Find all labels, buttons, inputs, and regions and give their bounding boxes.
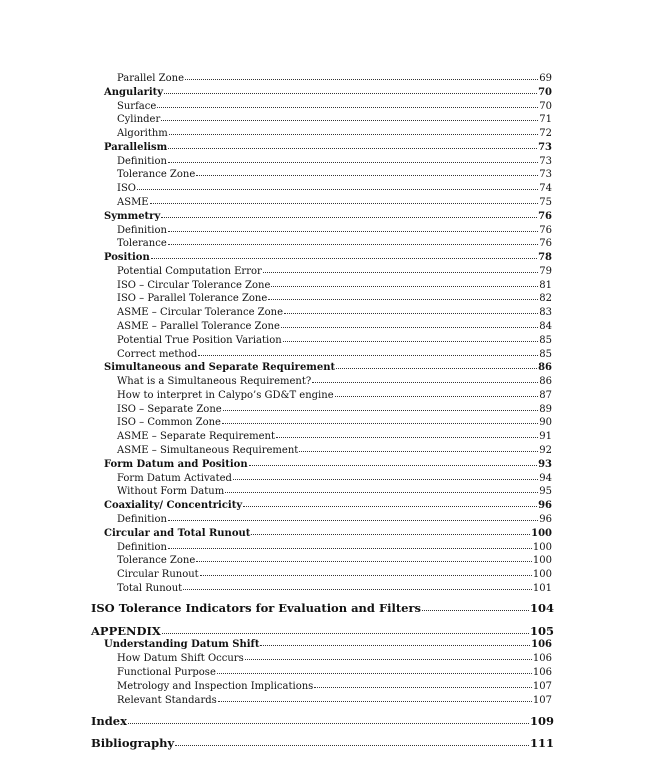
toc-entry[interactable] bbox=[104, 638, 552, 651]
dot-leader bbox=[169, 132, 539, 135]
dot-leader bbox=[312, 380, 538, 383]
toc-entry-title: ASME – Simultaneous Requirement bbox=[117, 445, 299, 456]
toc-entry-title: Tolerance Zone bbox=[117, 169, 196, 180]
toc-entry[interactable] bbox=[104, 499, 552, 512]
toc-entry[interactable] bbox=[117, 554, 552, 567]
toc-entry-page-number: 76 bbox=[539, 238, 552, 249]
toc-entry-page-number: 107 bbox=[532, 695, 552, 706]
toc-entry-title: Circular Runout bbox=[117, 569, 199, 580]
toc-entry-title: Understanding Datum Shift bbox=[104, 639, 260, 650]
toc-entry[interactable] bbox=[117, 292, 552, 305]
toc-entry-page-number: 107 bbox=[532, 681, 552, 692]
toc-entry[interactable] bbox=[117, 100, 552, 113]
dot-leader bbox=[164, 91, 537, 94]
toc-entry-title: Parallel Zone bbox=[117, 73, 185, 84]
dot-leader bbox=[245, 657, 532, 660]
dot-leader bbox=[249, 463, 537, 466]
toc-entry[interactable] bbox=[117, 375, 552, 388]
toc-entry-title: Surface bbox=[117, 101, 157, 112]
toc-entry-title: ASME bbox=[117, 197, 149, 208]
toc-entry-title: Cylinder bbox=[117, 114, 161, 125]
dot-leader bbox=[276, 435, 538, 438]
toc-entry-page-number: 70 bbox=[539, 101, 552, 112]
dot-leader bbox=[185, 77, 538, 80]
toc-entry-page-number: 69 bbox=[539, 73, 552, 84]
dot-leader bbox=[168, 229, 538, 232]
toc-entry-page-number: 81 bbox=[539, 280, 552, 291]
toc-entry-page-number: 93 bbox=[538, 459, 552, 470]
toc-entry-title: What is a Simultaneous Requirement? bbox=[117, 376, 312, 387]
dot-leader bbox=[281, 325, 538, 328]
toc-entry-title: ASME – Circular Tolerance Zone bbox=[117, 307, 283, 318]
toc-entry-title: Functional Purpose bbox=[117, 667, 216, 678]
toc-entry[interactable] bbox=[117, 430, 552, 443]
toc-entry[interactable] bbox=[117, 196, 552, 209]
dot-leader bbox=[233, 477, 538, 480]
dot-leader bbox=[200, 573, 532, 576]
dot-leader bbox=[168, 242, 539, 245]
dot-leader bbox=[137, 187, 538, 190]
dot-leader bbox=[243, 504, 537, 507]
toc-entry-page-number: 106 bbox=[532, 667, 552, 678]
toc-entry-title: ASME – Parallel Tolerance Zone bbox=[117, 321, 280, 332]
toc-entry-page-number: 96 bbox=[538, 500, 552, 511]
dot-leader bbox=[168, 160, 538, 163]
toc-entry[interactable] bbox=[117, 416, 552, 429]
toc-entry-page-number: 109 bbox=[529, 714, 554, 728]
toc-entry-title: Parallelism bbox=[104, 142, 168, 153]
toc-entry-page-number: 89 bbox=[539, 404, 552, 415]
dot-leader bbox=[225, 490, 538, 493]
toc-entry-title: APPENDIX bbox=[91, 624, 161, 638]
toc-entry[interactable] bbox=[117, 168, 552, 181]
toc-entry[interactable] bbox=[117, 237, 552, 250]
toc-entry-page-number: 72 bbox=[539, 128, 552, 139]
dot-leader bbox=[299, 449, 538, 452]
toc-entry-page-number: 90 bbox=[539, 417, 552, 428]
toc-entry-page-number: 70 bbox=[538, 87, 552, 98]
dot-leader bbox=[263, 270, 538, 273]
toc-entry-page-number: 106 bbox=[531, 639, 552, 650]
toc-entry[interactable] bbox=[117, 694, 552, 707]
dot-leader bbox=[251, 532, 530, 535]
toc-entry[interactable] bbox=[91, 624, 554, 639]
toc-entry-title: Circular and Total Runout bbox=[104, 528, 251, 539]
toc-entry[interactable] bbox=[117, 444, 552, 457]
toc-entry-page-number: 92 bbox=[539, 445, 552, 456]
dot-leader bbox=[151, 256, 537, 259]
toc-entry[interactable] bbox=[117, 155, 552, 168]
toc-entry[interactable] bbox=[117, 582, 552, 595]
toc-entry-page-number: 104 bbox=[529, 601, 554, 615]
toc-entry[interactable] bbox=[117, 348, 552, 361]
toc-entry-title: Definition bbox=[117, 542, 167, 553]
toc-entry-title: Bibliography bbox=[91, 736, 175, 750]
toc-entry-title: Tolerance Zone bbox=[117, 555, 196, 566]
toc-entry-title: Correct method bbox=[117, 349, 198, 360]
toc-entry-page-number: 100 bbox=[532, 542, 552, 553]
toc-entry[interactable] bbox=[117, 472, 552, 485]
toc-entry[interactable] bbox=[117, 334, 552, 347]
toc-entry-page-number: 84 bbox=[539, 321, 552, 332]
toc-entry[interactable] bbox=[104, 458, 552, 471]
toc-entry-title: Form Datum Activated bbox=[117, 473, 232, 484]
toc-entry[interactable] bbox=[117, 306, 552, 319]
toc-entry-title: Definition bbox=[117, 514, 167, 525]
toc-entry-page-number: 73 bbox=[538, 142, 552, 153]
toc-entry-title: Definition bbox=[117, 156, 167, 167]
toc-entry-page-number: 83 bbox=[539, 307, 552, 318]
toc-entry-title: ISO Tolerance Indicators for Evaluation and Filters bbox=[91, 601, 422, 615]
toc-entry[interactable] bbox=[104, 141, 552, 154]
toc-entry-title: Simultaneous and Separate Requirement bbox=[104, 362, 336, 373]
toc-entry-page-number: 85 bbox=[539, 335, 552, 346]
toc-entry[interactable] bbox=[117, 72, 552, 85]
dot-leader bbox=[183, 587, 532, 590]
toc-entry-page-number: 85 bbox=[539, 349, 552, 360]
toc-entry-page-number: 71 bbox=[539, 114, 552, 125]
toc-entry-page-number: 111 bbox=[529, 736, 554, 750]
toc-entry-page-number: 73 bbox=[539, 169, 552, 180]
toc-entry[interactable] bbox=[117, 513, 552, 526]
dot-leader bbox=[162, 631, 529, 634]
dot-leader bbox=[168, 546, 532, 549]
toc-entry[interactable] bbox=[117, 403, 552, 416]
toc-entry-title: ISO – Separate Zone bbox=[117, 404, 222, 415]
toc-entry-title: Total Runout bbox=[117, 583, 183, 594]
dot-leader bbox=[336, 366, 537, 369]
toc-entry[interactable] bbox=[117, 652, 552, 665]
dot-leader bbox=[196, 559, 532, 562]
toc-entry-title: Metrology and Inspection Implications bbox=[117, 681, 314, 692]
toc-entry-title: ASME – Separate Requirement bbox=[117, 431, 276, 442]
toc-entry-page-number: 76 bbox=[538, 211, 552, 222]
toc-entry-title: Tolerance bbox=[117, 238, 167, 249]
toc-entry[interactable] bbox=[91, 601, 554, 616]
toc-entry-title: How Datum Shift Occurs bbox=[117, 653, 244, 664]
toc-entry[interactable] bbox=[104, 527, 552, 540]
dot-leader bbox=[268, 297, 538, 300]
toc-entry-title: Symmetry bbox=[104, 211, 161, 222]
toc-entry-title: Definition bbox=[117, 225, 167, 236]
toc-entry-title: How to interpret in Calypo’s GD&T engine bbox=[117, 390, 334, 401]
toc-entry-title: Position bbox=[104, 252, 150, 263]
toc-entry[interactable] bbox=[117, 680, 552, 693]
toc-entry-page-number: 86 bbox=[538, 362, 552, 373]
toc-entry[interactable] bbox=[91, 736, 554, 751]
toc-entry-page-number: 105 bbox=[529, 624, 554, 638]
toc-entry[interactable] bbox=[117, 127, 552, 140]
toc-entry-page-number: 101 bbox=[532, 583, 552, 594]
toc-entry-title: Potential True Position Variation bbox=[117, 335, 282, 346]
toc-entry-page-number: 100 bbox=[531, 528, 552, 539]
toc-entry[interactable] bbox=[117, 541, 552, 554]
toc-entry-page-number: 106 bbox=[532, 653, 552, 664]
toc-entry[interactable] bbox=[117, 320, 552, 333]
toc-entry[interactable] bbox=[117, 279, 552, 292]
toc-entry[interactable] bbox=[104, 361, 552, 374]
toc-entry-page-number: 75 bbox=[539, 197, 552, 208]
toc-entry[interactable] bbox=[117, 182, 552, 195]
toc-entry-page-number: 74 bbox=[539, 183, 552, 194]
dot-leader bbox=[175, 743, 529, 746]
dot-leader bbox=[168, 146, 537, 149]
toc-entry[interactable] bbox=[91, 714, 554, 729]
dot-leader bbox=[128, 721, 529, 724]
toc-entry-title: ISO bbox=[117, 183, 136, 194]
toc-entry-title: Form Datum and Position bbox=[104, 459, 248, 470]
dot-leader bbox=[271, 284, 538, 287]
toc-entry-title: Angularity bbox=[104, 87, 164, 98]
toc-entry[interactable] bbox=[117, 113, 552, 126]
toc-entry-page-number: 73 bbox=[539, 156, 552, 167]
toc-entry-title: ISO – Circular Tolerance Zone bbox=[117, 280, 271, 291]
toc-entry-page-number: 76 bbox=[539, 225, 552, 236]
dot-leader bbox=[217, 671, 532, 674]
toc-entry[interactable] bbox=[117, 265, 552, 278]
toc-entry-title: Coaxiality/ Concentricity bbox=[104, 500, 243, 511]
toc-entry-page-number: 91 bbox=[539, 431, 552, 442]
dot-leader bbox=[314, 685, 532, 688]
toc-entry-title: Index bbox=[91, 714, 127, 728]
toc-entry-page-number: 100 bbox=[532, 569, 552, 580]
toc-entry[interactable] bbox=[104, 210, 552, 223]
dot-leader bbox=[150, 201, 539, 204]
dot-leader bbox=[196, 173, 538, 176]
toc-entry[interactable] bbox=[117, 485, 552, 498]
toc-entry-title: Without Form Datum bbox=[117, 486, 225, 497]
dot-leader bbox=[218, 699, 532, 702]
toc-entry-page-number: 95 bbox=[539, 486, 552, 497]
toc-entry-title: ISO – Common Zone bbox=[117, 417, 221, 428]
dot-leader bbox=[161, 118, 538, 121]
dot-leader bbox=[157, 105, 538, 108]
dot-leader bbox=[283, 339, 539, 342]
toc-entry-page-number: 96 bbox=[539, 514, 552, 525]
toc-entry-title: Algorithm bbox=[117, 128, 168, 139]
toc-entry-page-number: 100 bbox=[532, 555, 552, 566]
toc-entry[interactable] bbox=[104, 251, 552, 264]
toc-entry[interactable] bbox=[117, 568, 552, 581]
dot-leader bbox=[198, 353, 538, 356]
toc-entry-title: Relevant Standards bbox=[117, 695, 217, 706]
toc-entry[interactable] bbox=[104, 86, 552, 99]
dot-leader bbox=[223, 408, 539, 411]
dot-leader bbox=[168, 518, 538, 521]
toc-entry-page-number: 78 bbox=[538, 252, 552, 263]
toc-entry-page-number: 87 bbox=[539, 390, 552, 401]
dot-leader bbox=[222, 421, 538, 424]
dot-leader bbox=[161, 215, 537, 218]
dot-leader bbox=[422, 608, 529, 611]
toc-entry-page-number: 86 bbox=[539, 376, 552, 387]
dot-leader bbox=[284, 311, 538, 314]
toc-entry-page-number: 94 bbox=[539, 473, 552, 484]
toc-entry[interactable] bbox=[117, 389, 552, 402]
toc-entry[interactable] bbox=[117, 666, 552, 679]
dot-leader bbox=[260, 643, 530, 646]
toc-entry-page-number: 79 bbox=[539, 266, 552, 277]
toc-entry-title: ISO – Parallel Tolerance Zone bbox=[117, 293, 268, 304]
dot-leader bbox=[335, 394, 539, 397]
toc-entry-title: Potential Computation Error bbox=[117, 266, 262, 277]
toc-entry-page-number: 82 bbox=[539, 293, 552, 304]
toc-entry[interactable] bbox=[117, 224, 552, 237]
